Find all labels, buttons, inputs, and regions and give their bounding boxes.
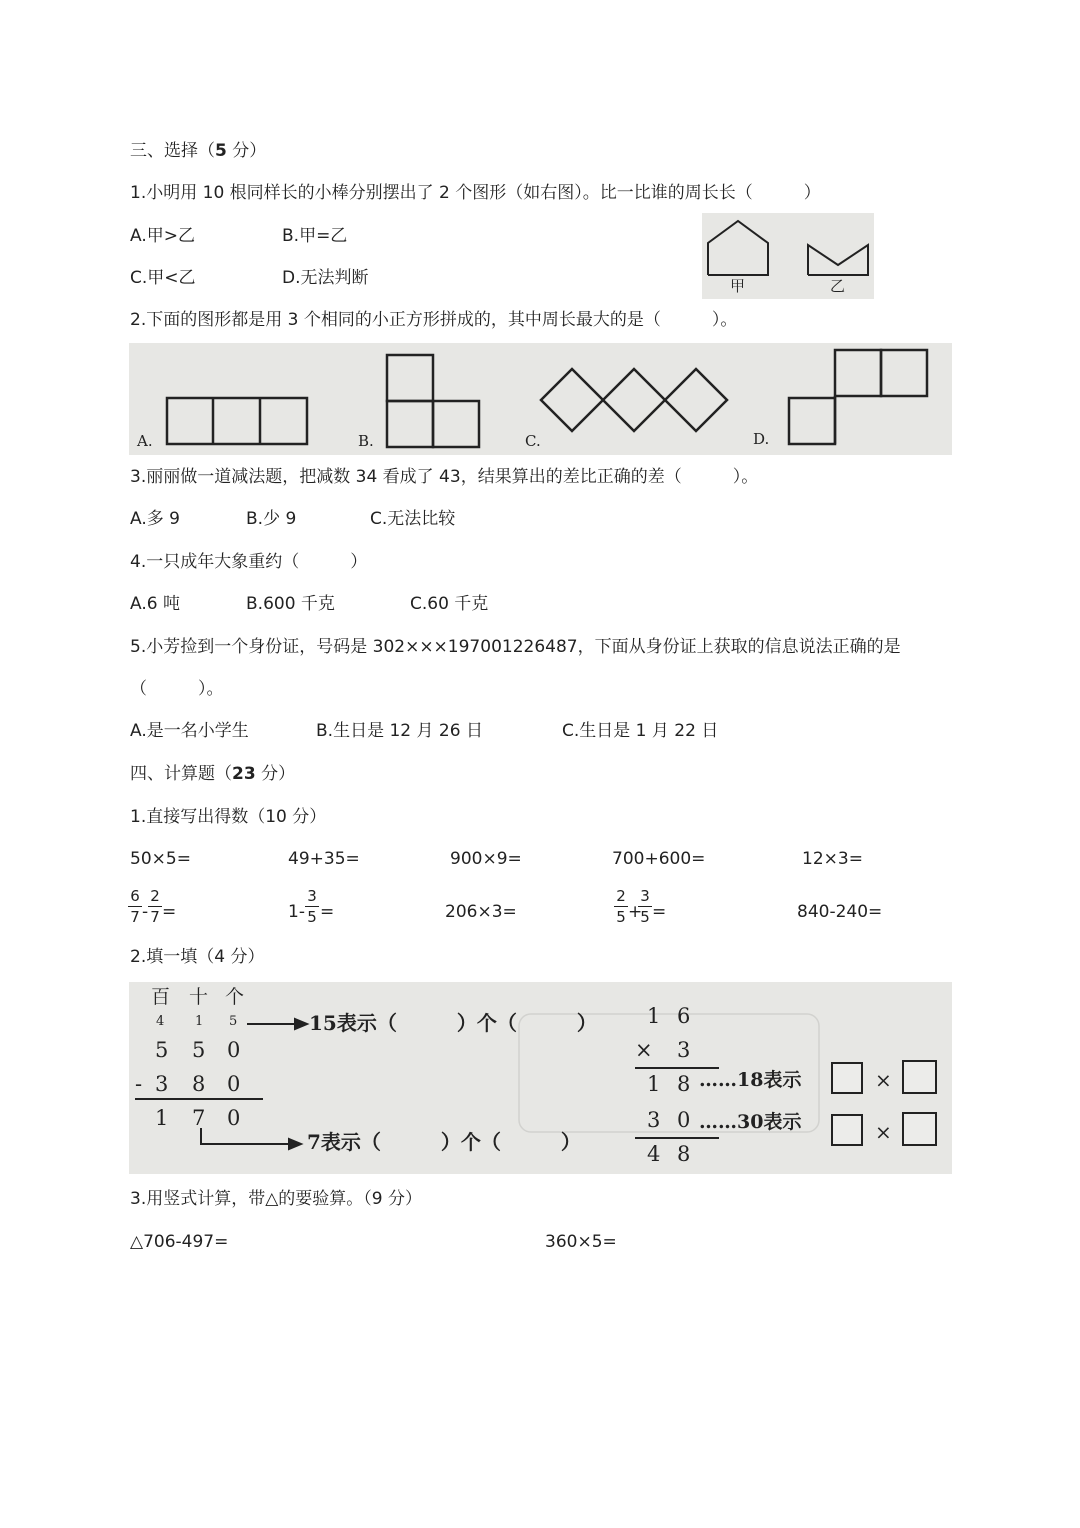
calc-item: 700+600= — [612, 849, 706, 869]
section-3-title — [130, 143, 266, 160]
shape-label-d: D. — [753, 430, 770, 448]
digit: 1 — [647, 1072, 661, 1096]
question-4: 4.一只成年大象重约（ ） — [130, 552, 368, 572]
digit: 6 — [677, 1004, 691, 1028]
digit: 8 — [677, 1072, 691, 1096]
calc-2-title: 2.填一填（4 分） — [130, 947, 265, 967]
calc-item: 12×3= — [802, 849, 863, 869]
shape-label-a: A. — [137, 432, 153, 450]
q5-option-c: C.生日是 1 月 22 日 — [562, 721, 719, 741]
digit: 8 — [677, 1142, 691, 1166]
shape-d — [789, 398, 835, 444]
denominator: 7 — [130, 908, 140, 926]
vertical-calc-2: 360×5= — [545, 1232, 617, 1252]
section-4-score: 23 — [232, 764, 256, 784]
digit: 3 — [647, 1108, 661, 1132]
denominator: 5 — [307, 908, 317, 926]
calc-item: 900×9= — [450, 849, 522, 869]
calc-3-title: 3.用竖式计算，带△的要验算。（9 分） — [130, 1189, 423, 1209]
denominator: 7 — [150, 908, 160, 926]
shape-label-c: C. — [525, 432, 541, 450]
q4-option-c: C.60 千克 — [410, 594, 489, 614]
times-sign: × — [875, 1120, 892, 1144]
question-3: 3.丽丽做一道减法题，把减数 34 看成了 43，结果算出的差比正确的差（ ）。 — [130, 467, 759, 487]
digit: 0 — [227, 1072, 241, 1096]
q1-figure — [702, 213, 874, 299]
operator: + — [628, 902, 643, 922]
denominator: 5 — [640, 908, 650, 926]
arrow-2-head — [289, 1139, 301, 1149]
equals: = — [320, 902, 335, 922]
figure-yi-shape — [808, 245, 868, 275]
digit: 5 — [155, 1038, 169, 1062]
answer-box[interactable] — [902, 1112, 937, 1146]
answer-box[interactable] — [902, 1060, 937, 1094]
numerator: 3 — [305, 889, 319, 907]
q4-option-b: B.600 千克 — [246, 594, 335, 614]
note-30: ……30表示 — [699, 1111, 802, 1133]
shape-label-b: B. — [358, 432, 374, 450]
calc-item: 50×5= — [130, 849, 191, 869]
q1-option-c: C.甲<乙 — [130, 268, 196, 288]
note-18: ……18表示 — [699, 1069, 802, 1091]
digit: 0 — [227, 1106, 241, 1130]
arrow-1-text: 15表示（ ）个（ ） — [309, 1011, 597, 1035]
q4-option-a: A.6 吨 — [130, 594, 180, 614]
q3-option-b: B.少 9 — [246, 509, 297, 529]
digit: 0 — [227, 1038, 241, 1062]
header-ones: 个 — [225, 986, 245, 1008]
q2-figures — [129, 343, 952, 455]
times-sign: × — [875, 1068, 892, 1092]
figure-label-yi: 乙 — [830, 277, 846, 295]
fill-in-figure — [129, 982, 952, 1174]
figure-jia-shape — [708, 221, 768, 275]
calc-lead: 1- — [288, 902, 305, 922]
digit: 3 — [677, 1038, 691, 1062]
small-digit: 4 — [156, 1014, 165, 1029]
calc-item: 49+35= — [288, 849, 360, 869]
fraction-2-7 — [148, 889, 162, 925]
answer-box[interactable] — [831, 1062, 863, 1094]
header-hundreds: 百 — [151, 986, 171, 1008]
equals: = — [652, 902, 667, 922]
small-digit: 1 — [195, 1014, 204, 1029]
digit: 4 — [647, 1142, 661, 1166]
figure-label-jia: 甲 — [730, 277, 746, 295]
shape-b-top — [387, 355, 433, 401]
digit: 7 — [192, 1106, 206, 1130]
numerator: 6 — [128, 889, 142, 907]
numerator: 2 — [614, 889, 628, 907]
q3-option-c: C.无法比较 — [370, 509, 456, 529]
question-2: 2.下面的图形都是用 3 个相同的小正方形拼成的，其中周长最大的是（ ）。 — [130, 310, 738, 330]
fraction-3-5 — [305, 889, 319, 925]
digit: 1 — [647, 1004, 661, 1028]
q1-option-a: A.甲>乙 — [130, 226, 195, 246]
small-digit: 5 — [229, 1014, 238, 1029]
section-3-score: 5 — [215, 141, 227, 161]
arrow-2-line — [201, 1128, 289, 1144]
q3-option-a: A.多 9 — [130, 509, 180, 529]
digit: 8 — [192, 1072, 206, 1096]
calc-1-title: 1.直接写出得数（10 分） — [130, 807, 327, 827]
header-tens: 十 — [189, 986, 209, 1008]
calc-item: 206×3= — [445, 902, 517, 922]
digit: 3 — [155, 1072, 169, 1096]
calc-item: 840-240= — [797, 902, 883, 922]
section-3-title-prefix: 三、选择（ — [130, 141, 215, 161]
answer-box[interactable] — [831, 1114, 863, 1146]
digit: 1 — [155, 1106, 169, 1130]
numerator: 3 — [638, 889, 652, 907]
q5-option-b: B.生日是 12 月 26 日 — [316, 721, 483, 741]
minus-sign: - — [135, 1072, 143, 1096]
arrow-1-head — [295, 1019, 307, 1029]
section-4-title — [130, 766, 295, 783]
fraction-6-7 — [128, 889, 142, 925]
q1-option-b: B.甲=乙 — [282, 226, 348, 246]
q5-option-a: A.是一名小学生 — [130, 721, 249, 741]
q1-option-d: D.无法判断 — [282, 268, 369, 288]
section-4-title-prefix: 四、计算题（ — [130, 764, 232, 784]
fraction-2-5 — [614, 889, 628, 925]
times-sign: × — [635, 1038, 653, 1062]
question-5: 5.小芳捡到一个身份证，号码是 302×××197001226487，下面从身份证上获取的信息说法正确的是 — [130, 637, 901, 657]
shape-c — [541, 369, 603, 431]
section-4-title-suffix: 分） — [255, 764, 296, 784]
shape-a — [167, 398, 307, 444]
digit: 0 — [677, 1108, 691, 1132]
question-1: 1.小明用 10 根同样长的小棒分别摆出了 2 个图形（如右图）。比一比谁的周长长（ ） — [130, 183, 821, 203]
numerator: 2 — [148, 889, 162, 907]
question-5-blank: （ ）。 — [130, 679, 224, 699]
section-3-title-suffix: 分） — [226, 141, 267, 161]
denominator: 5 — [616, 908, 626, 926]
vertical-calc-1: △706-497= — [130, 1232, 229, 1252]
equals: = — [162, 902, 177, 922]
fraction-3-5b — [638, 889, 652, 925]
operator: - — [142, 902, 149, 922]
arrow-2-text: 7表示（ ）个（ ） — [307, 1130, 581, 1154]
digit: 5 — [192, 1038, 206, 1062]
